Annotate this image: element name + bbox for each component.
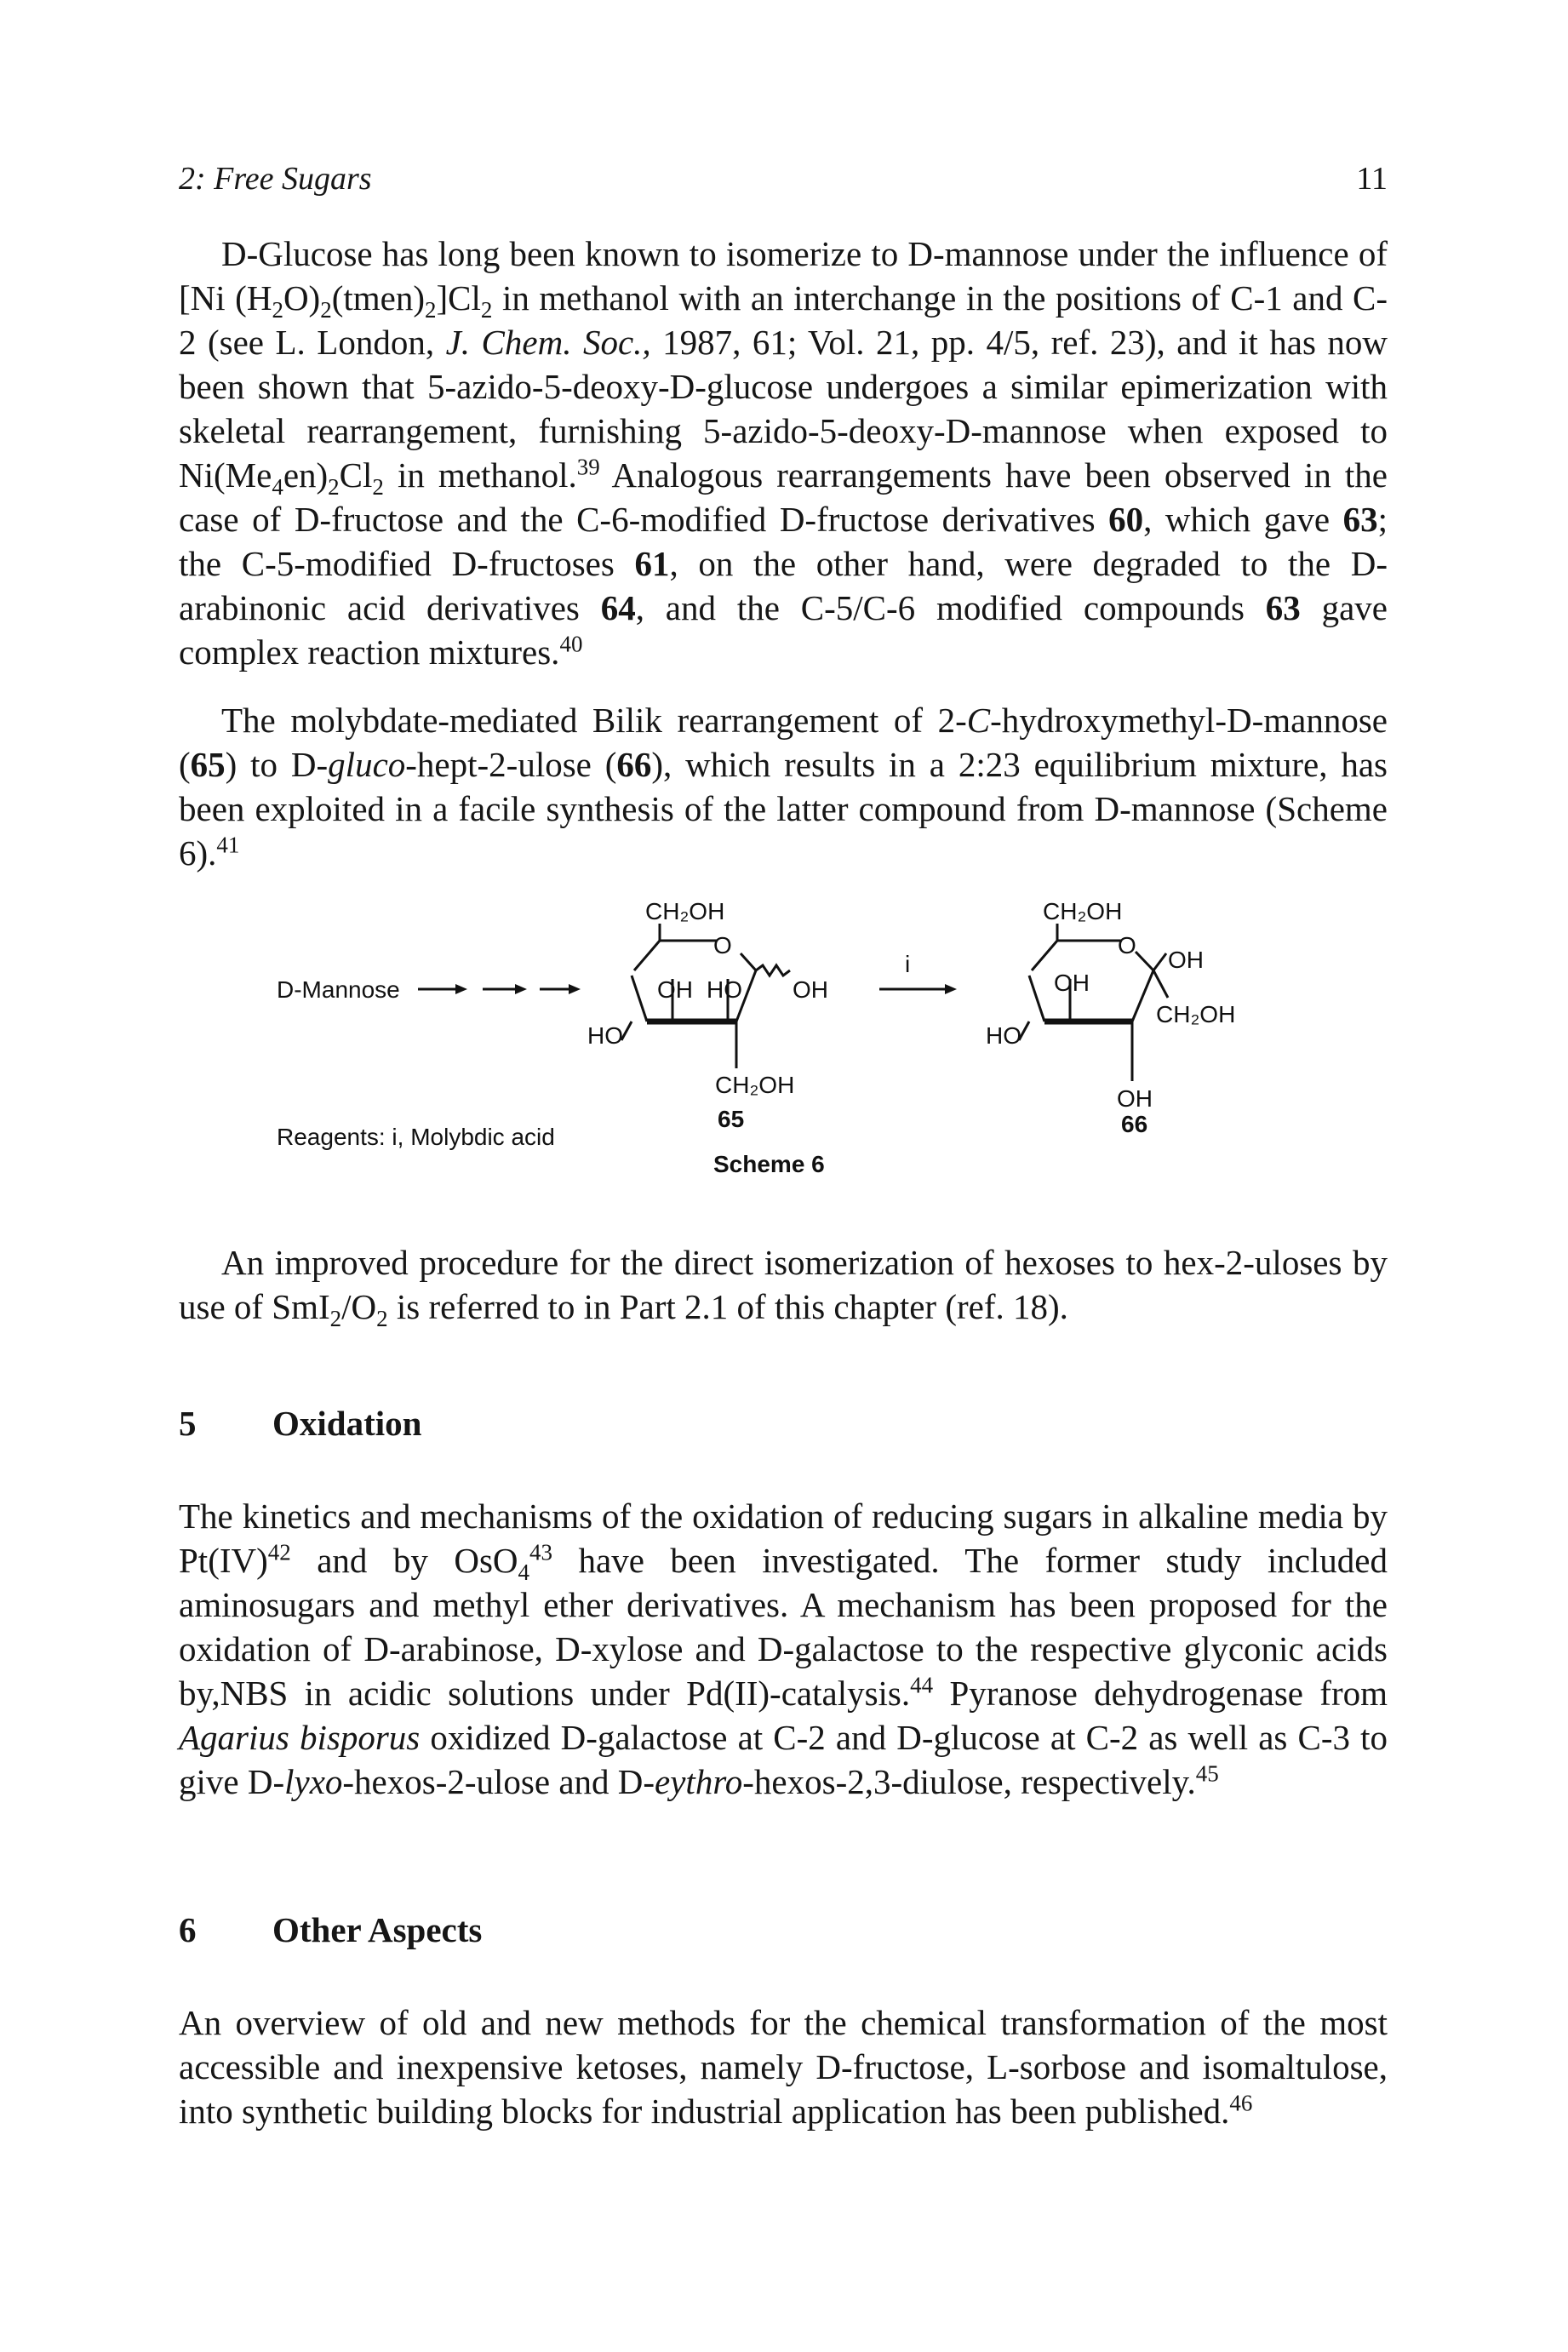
structure-66 xyxy=(1019,924,1168,1081)
citation-43: 43 xyxy=(529,1539,553,1565)
ho-c4-66: HO xyxy=(986,1022,1021,1049)
oh-axial-65: OH xyxy=(657,976,693,1003)
section-heading-oxidation: 5 Oxidation xyxy=(179,1404,422,1443)
arrow-head-3 xyxy=(569,984,581,994)
paragraph-oxidation: The kinetics and mechanisms of the oxidation of reducing sugars in alkaline media by Pt(IV)$^{42}$ and by OsO$_4^{43}$ have been investigated. The former study included aminosugars and methyl ether derivatives. A mechanism has been proposed for the oxidation of D-arabinose, D-xylose and D-galactose to the respective glyconic acids by,NBS in acidic solutions under Pd(II)-catalysis.$^{44}$ Pyranose dehydrogenase from Agarius bisporus oxidized D-galactose at C-2 and D-glucose at C-2 as well as C-3 to give D-lyxo-hexos-2-ulose and D-eythro-hexos-2,3-diulose, respectively.$^{45}$ xyxy=(179,1496,1388,1801)
citation-45: 45 xyxy=(1195,1760,1219,1787)
running-header: 2: Free Sugars xyxy=(179,161,372,197)
paragraph-bilik: The molybdate-mediated Bilik rearrangement of 2-C-hydroxymethyl-D-mannose (65) to D-gluco-hept-2-ulose (66), which results in a 2:23 equilibrium mixture, has been exploited in a facile synthesis of the latter compound from D-mannose (Scheme 6).$^{41}$ xyxy=(179,701,1388,873)
citation-40: 40 xyxy=(559,631,583,657)
citation-41: 41 xyxy=(216,832,240,858)
ho-axial-65: HO xyxy=(707,976,742,1003)
arrow-head-1 xyxy=(455,984,467,994)
scheme-reagents-note: Reagents: i, Molybdic acid xyxy=(277,1124,555,1150)
oh-anomeric-65: OH xyxy=(793,976,828,1003)
citation-42: 42 xyxy=(267,1539,291,1565)
reaction-arrow-head xyxy=(945,984,957,994)
ch2oh-bottom-65: CH₂OH xyxy=(715,1072,795,1098)
paragraph-other-aspects: An overview of old and new methods for the chemical transformation of the most accessible and inexpensive ketoses, namely D-fructose, L-sorbose and isomaltulose, into synthetic building blocks for industrial application has been published.$^{46}$ xyxy=(179,2003,1388,2131)
arrow-head-2 xyxy=(515,984,527,994)
ch2oh-top-65: CH₂OH xyxy=(645,898,725,924)
paragraph-isomerization: D-Glucose has long been known to isomerize to D-mannose under the influence of [Ni $(H_2O)_2(tmen)_2]Cl_2$ in methanol with an interchange in the positions of C-1 and C-2 (see L. London, J. Chem. Soc., 1987, 61; Vol. 21, pp. 4/5, ref. 23), and it has now been shown that 5-azido-5-deoxy-D-glucose undergoes a similar epimerization with skeletal rearrangement, furnishing 5-azido-5-deoxy-D-mannose when exposed to $Ni(Me_4en)_2Cl_2$ in methanol.$^{39}$ Analogous rearrangements have been observed in the case of D-fructose and the C-6-modified D-fructose derivatives 60, which gave 63; the C-5-modified D-fructoses 61, on the other hand, were degraded to the D-arabinonic acid derivatives 64, and the C-5/C-6 modified compounds 63 gave complex reaction mixtures.$^{40}$ xyxy=(179,234,1388,672)
ch2oh-c2-66: CH₂OH xyxy=(1156,1001,1236,1027)
compound-label-65: 65 xyxy=(718,1106,745,1132)
compound-label-66: 66 xyxy=(1121,1111,1148,1137)
paragraph-smi2: An improved procedure for the direct isomerization of hexoses to hex-2-uloses by use of $SmI_2/O_2$ is referred to in Part 2.1 of this chapter (ref. 18). xyxy=(179,1243,1388,1332)
oh-anomeric-66: OH xyxy=(1168,947,1204,973)
citation-46: 46 xyxy=(1229,2090,1253,2116)
ch2oh-top-66: CH₂OH xyxy=(1043,898,1123,924)
scheme-caption: Scheme 6 xyxy=(713,1151,825,1177)
structure-65 xyxy=(621,924,790,1068)
ring-oxygen-65: O xyxy=(713,932,732,959)
page-number: 11 xyxy=(1356,161,1388,197)
oh-bottom-66: OH xyxy=(1117,1085,1153,1112)
scheme-start-label: D-Mannose xyxy=(277,976,400,1003)
citation-44: 44 xyxy=(910,1672,934,1698)
ring-oxygen-66: O xyxy=(1118,932,1136,959)
citation-39: 39 xyxy=(576,454,600,480)
section-heading-other-aspects: 6 Other Aspects xyxy=(179,1910,483,1949)
oh-axial-66: OH xyxy=(1054,970,1090,996)
reagent-step-label: i xyxy=(905,951,911,977)
ho-c4-65: HO xyxy=(587,1022,623,1049)
